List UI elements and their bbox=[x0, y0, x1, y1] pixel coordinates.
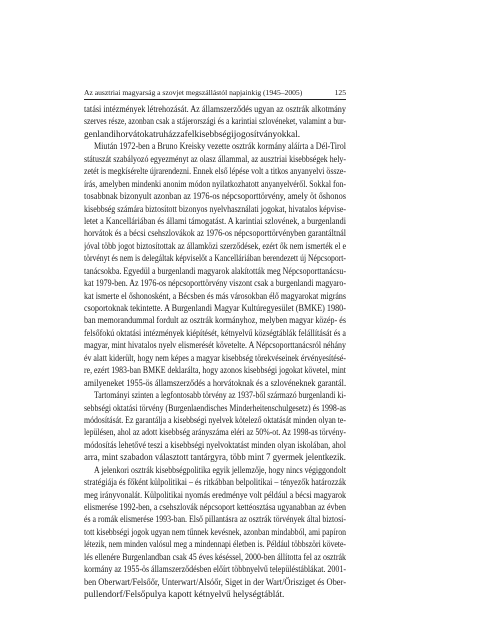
text-line bbox=[84, 191, 346, 203]
text-line bbox=[84, 303, 346, 315]
text-line bbox=[84, 490, 346, 502]
text-line-content: tatási intézmények létrehozását. Az államszerződés ugyan az osztrák alkotmány bbox=[84, 105, 346, 115]
text-line-content: módosítását. Ez garantálja a kisebbségi nyelvek kötelező oktatását minden olyan te- bbox=[84, 415, 346, 426]
text-line-content: ben Oberwart/Felsőőr, Unterwart/Alsóőr, Siget in der Wart/Őrisziget és Ober- bbox=[84, 577, 346, 588]
text-line-content: év alatt kiderült, hogy nem képes a magyar kisebbség törekvéseinek érvényesítésé- bbox=[84, 353, 346, 364]
text-line bbox=[84, 539, 346, 551]
text-line bbox=[84, 577, 346, 589]
running-head bbox=[84, 88, 346, 97]
text-line bbox=[84, 465, 346, 477]
text-line-content: lés ellenére Burgenlandban csak 45 éves késéssel, 2000-ben állította fel az osztrák bbox=[84, 552, 346, 563]
body-text bbox=[84, 104, 346, 602]
text-line-content: írás, amelyben mindenki anonim módon nyilatkozhatott anyanyelvéről. Sokkal fon- bbox=[84, 179, 346, 190]
text-line-content: Tartományi szinten a legfontosabb törvény az 1937-ből származó burgenlandi ki- bbox=[94, 391, 346, 402]
text-line bbox=[84, 328, 346, 340]
text-line bbox=[84, 129, 346, 141]
text-line-content: tanácsokba. Egyedül a burgenlandi magyarok alakították meg Népcsoporttanácsu- bbox=[84, 266, 346, 277]
text-line bbox=[84, 415, 346, 427]
text-line-content: létezik, nem minden valósul meg a mindennapi életben is. Például többszöri követe- bbox=[84, 540, 346, 551]
text-line-content: jóval több jogot biztosítottak az államközi szerződések, ezért ők nem ismerték el e bbox=[84, 241, 346, 252]
text-line-content: amilyeneket 1955-ös államszerződés a horvátoknak és a szlovéneknek garantál. bbox=[84, 378, 346, 389]
text-line-content: és a romák elismerése 1993-ban. Első pillantásra az osztrák törvények által biztosí- bbox=[84, 515, 346, 526]
text-line bbox=[84, 552, 346, 564]
text-line bbox=[84, 427, 346, 439]
text-line-content: sebbségi oktatási törvény (Burgenlaendisches Minderheitenschulgesetz) és 1998-as bbox=[84, 403, 346, 414]
text-line-content: genlandihorvátokatruházzafelkisebbségijogosítványokkal. bbox=[84, 129, 301, 140]
text-line-content: szerves része, azonban csak a stájerországi és a karintiai szlovéneket, valamint a bur- bbox=[84, 117, 346, 128]
text-line bbox=[84, 340, 346, 352]
text-line bbox=[84, 353, 346, 365]
text-line bbox=[84, 104, 346, 116]
text-line-content: kat ismerte el őshonosként, a Bécsben és más városokban élő magyarokat migráns bbox=[84, 291, 346, 302]
text-line-content: felsőfokú oktatási intézmények kiépítését, kétnyelvű községtáblák felállítását és a bbox=[84, 328, 346, 339]
text-line-content: re, ezért 1983-ban BMKE deklarálta, hogy azonos kisebbségi jogokat követel, mint bbox=[84, 366, 346, 377]
text-line bbox=[84, 166, 346, 178]
text-line bbox=[84, 216, 346, 228]
text-line-content: kisebbség számára biztosított bizonyos nyelvhasználati jogokat, hivatalos képvise- bbox=[84, 204, 346, 215]
text-line-content: Miután 1972-ben a Bruno Kreisky vezette osztrák kormány aláírta a Dél-Tirol bbox=[94, 142, 346, 153]
text-line bbox=[84, 154, 346, 166]
text-line-content: magyar, mint hivatalos nyelv elismerését követelte. A Népcsoporttanácsról néhány bbox=[84, 341, 346, 352]
header-rule bbox=[84, 99, 346, 100]
text-line bbox=[84, 440, 346, 452]
text-line-content: státuszát szabályozó egyezményt az olasz állammal, az ausztriai kisebbségek hely- bbox=[84, 154, 346, 165]
text-line bbox=[84, 204, 346, 216]
text-line-content: pullendorf/Felsőpulya kapott kétnyelvű helységtáblát. bbox=[84, 590, 285, 601]
text-line-content: stratégiája és főként külpolitikai – és ritkábban belpolitikai – tényezők határozzák bbox=[84, 478, 346, 489]
text-line bbox=[84, 278, 346, 290]
text-line-content: módosítás lehetővé teszi a kisebbségi nyelvoktatást minden olyan iskolában, ahol bbox=[84, 440, 346, 451]
text-line bbox=[84, 403, 346, 415]
text-line bbox=[84, 365, 346, 377]
text-line-content: kat 1979-ben. Az 1976-os népcsoporttörvény viszont csak a burgenlandi magyaro- bbox=[84, 279, 346, 290]
text-line bbox=[84, 141, 346, 153]
text-line-content: elismerése 1992-ben, a csehszlovák népcsoport kettéosztása ugyanabban az évben bbox=[84, 503, 346, 513]
text-line bbox=[84, 514, 346, 526]
text-line-content: tott kisebbségi jogok ugyan nem tűnnek kevésnek, azonban mindabból, ami papíron bbox=[84, 527, 346, 538]
text-line-content: horvátok és a bécsi csehszlovákok az 1976-os népcsoporttörvényben garantáltnál bbox=[84, 229, 346, 240]
text-line bbox=[84, 564, 346, 576]
text-line-content: A jelenkori osztrák kisebbségpolitika egyik jellemzője, hogy nincs végiggondolt bbox=[94, 465, 346, 476]
text-line-content: törvényt és nem is delegáltak képviselőt a Kancelláriában berendezett új Népcsoport- bbox=[84, 254, 346, 265]
text-line bbox=[84, 116, 346, 128]
text-line bbox=[84, 179, 346, 191]
text-line bbox=[84, 228, 346, 240]
text-line bbox=[84, 291, 346, 303]
text-line-content: meg irányvonalát. Külpolitikai nyomás eredménye volt például a bécsi magyarok bbox=[84, 490, 346, 501]
text-line bbox=[84, 241, 346, 253]
text-line-content: arra, mint szabadon választott tantárgyra, több mint 7 gyermek jelentkezik. bbox=[84, 453, 346, 464]
text-line-content: letet a Kancelláriában és állami támogatást. A karintiai szlovének, a burgenlandi bbox=[84, 216, 346, 227]
text-line bbox=[84, 253, 346, 265]
text-line bbox=[84, 378, 346, 390]
text-line bbox=[84, 452, 346, 464]
page-number: 125 bbox=[334, 88, 346, 97]
text-line-content: csoportoknak tekintette. A Burgenlandi Magyar Kultúregyesület (BMKE) 1980- bbox=[84, 304, 346, 314]
text-line bbox=[84, 589, 346, 601]
text-line bbox=[84, 315, 346, 327]
running-title: Az ausztriai magyarság a szovjet megszállástól napjainkig (1945–2005) bbox=[84, 88, 303, 97]
text-line-content: ban memorandummal fordult az osztrák kormányhoz, melyben magyar közép- és bbox=[84, 316, 346, 327]
text-line-content: lepülésen, ahol az adott kisebbség arányszáma eléri az 50%-ot. Az 1998-as törvény- bbox=[84, 428, 346, 439]
text-line-content: kormány az 1955-ös államszerződésben előírt többnyelvű településtáblákat. 2001- bbox=[84, 565, 346, 576]
text-line-content: zetét is megkísérelte újrarendezni. Ennek első lépése volt a titkos anyanyelvi össze- bbox=[84, 167, 346, 178]
text-line bbox=[84, 502, 346, 514]
text-line bbox=[84, 527, 346, 539]
text-line bbox=[84, 477, 346, 489]
text-line bbox=[84, 390, 346, 402]
text-line bbox=[84, 266, 346, 278]
text-line-content: tosabbnak bizonyult azonban az 1976-os népcsoporttörvény, amely öt őshonos bbox=[84, 192, 346, 203]
